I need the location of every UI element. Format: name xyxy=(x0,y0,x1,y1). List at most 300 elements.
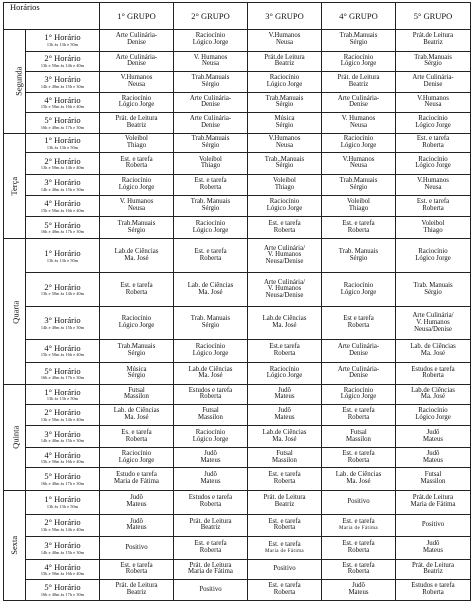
teacher-text: Massilon xyxy=(272,456,297,464)
day-label: Quarta xyxy=(10,300,21,324)
class-cell xyxy=(248,216,322,239)
teacher-text: Thiago xyxy=(348,205,369,213)
subject-text: Est. e tarefa xyxy=(194,540,227,548)
time-slot-label: 1° Horário xyxy=(44,248,81,258)
time-slot-cell xyxy=(26,92,100,113)
class-cell xyxy=(322,340,396,363)
subject-text: Judô xyxy=(426,428,440,436)
class-cell xyxy=(322,385,396,405)
class-cell xyxy=(396,490,471,514)
schedule-row xyxy=(4,113,471,134)
schedule-row xyxy=(4,447,471,468)
subject-text: Est. e tarefa xyxy=(342,219,375,227)
group-header: 3° GRUPO xyxy=(248,3,322,30)
class-cell xyxy=(174,51,248,72)
teacher-text: Beatriz xyxy=(274,60,295,68)
class-cell xyxy=(248,490,322,514)
time-slot-label: 3° Horário xyxy=(44,74,81,84)
teacher-text: Roberta xyxy=(347,322,370,330)
subject-text: Est. e tarefa xyxy=(120,561,153,569)
teacher-text: Neusa xyxy=(128,205,145,213)
time-range: 14h e 40m às 15h e 30m xyxy=(40,549,85,555)
class-cell xyxy=(100,340,174,363)
subject-text: Trab.Manuais xyxy=(414,53,452,61)
teacher-text: Roberta xyxy=(125,435,148,443)
class-cell xyxy=(174,307,248,340)
teacher-text: Neusa xyxy=(424,101,442,109)
time-range: 15h e 50m às 16h e 40m xyxy=(40,352,85,358)
teacher-text: Sérgio xyxy=(349,254,368,262)
schedule-row xyxy=(4,196,471,217)
subject-text: Est.e tarefa xyxy=(269,343,300,351)
time-slot-cell xyxy=(26,385,100,405)
subject-text: Voleibol xyxy=(199,155,222,163)
subject-text: Judô xyxy=(130,517,143,525)
teacher-text: Sérgio xyxy=(201,322,220,330)
teacher-text: Mateus xyxy=(422,546,443,554)
time-range: 13h e 50m às 14h e 40m xyxy=(40,291,85,297)
class-cell xyxy=(174,559,248,580)
class-cell xyxy=(174,92,248,113)
class-cell xyxy=(322,239,396,273)
subject-text: Lab.de Ciências xyxy=(262,428,307,436)
time-range: 13h e 50m às 14h e 40m xyxy=(40,165,85,171)
subject-text: Est. e tarefa xyxy=(268,582,301,590)
schedule-row xyxy=(4,153,471,175)
subject-text: Estudos e tarefa xyxy=(411,365,455,373)
subject-text: Música xyxy=(126,365,147,373)
teacher-text: Mateus xyxy=(422,435,443,443)
class-cell xyxy=(248,559,322,580)
time-slot-cell xyxy=(26,340,100,363)
class-cell xyxy=(396,174,471,196)
subject-text: Positivo xyxy=(347,497,370,505)
class-cell xyxy=(396,385,471,405)
subject-text: Raciocínio xyxy=(343,281,374,289)
class-cell xyxy=(322,196,396,217)
class-cell xyxy=(396,153,471,175)
class-cell xyxy=(396,273,471,307)
subject-text: V.Humanos xyxy=(268,135,301,143)
subject-text: Prát. de Leitura xyxy=(115,582,158,590)
time-slot-label: 2° Horário xyxy=(44,517,81,528)
class-cell xyxy=(322,113,396,134)
class-cell xyxy=(248,580,322,601)
time-range: 15h e 50m às 16h e 40m xyxy=(40,459,85,465)
teacher-text: Denise xyxy=(349,372,368,380)
teacher-text: Beatriz xyxy=(274,501,295,509)
teacher-text: Denise xyxy=(201,121,220,129)
subject-text: Trab. Manuais xyxy=(190,198,231,206)
teacher-text: Ma. José xyxy=(346,478,371,486)
class-cell xyxy=(322,174,396,196)
class-cell xyxy=(322,490,396,514)
class-cell xyxy=(100,362,174,385)
time-range: 13h às 13h e 50m xyxy=(46,503,79,509)
subject-text: Arte Culinária/ xyxy=(412,311,454,319)
class-cell xyxy=(174,537,248,560)
class-cell xyxy=(322,468,396,491)
schedule-body xyxy=(4,30,471,601)
class-cell xyxy=(322,216,396,239)
teacher-text: Ma. José xyxy=(420,349,446,357)
teacher-text: Massilon xyxy=(346,435,371,443)
teacher-text: Beatriz xyxy=(126,121,147,129)
subject-text: Trab.Manuais xyxy=(117,219,156,227)
subject-text: Est. e tarefa xyxy=(342,540,375,548)
time-range: 13h às 13h e 50m xyxy=(46,144,79,150)
time-slot-cell xyxy=(26,559,100,580)
teacher-text: Roberta xyxy=(347,568,370,576)
class-cell xyxy=(100,385,174,405)
time-slot-label: 3° Horário xyxy=(44,540,81,551)
teacher-text: Roberta xyxy=(347,413,370,421)
subject-text: Trab.Manuais xyxy=(339,177,378,185)
header-row xyxy=(4,3,471,30)
class-cell xyxy=(248,447,322,468)
time-slot-cell xyxy=(26,51,100,72)
teacher-text: Neusa xyxy=(276,39,293,47)
class-cell xyxy=(396,72,471,93)
teacher-text: Sérgio xyxy=(424,288,442,296)
subject-text: Raciocínio xyxy=(195,343,226,351)
class-cell xyxy=(174,580,248,601)
class-cell xyxy=(248,174,322,196)
teacher-text: Ma. José xyxy=(198,288,223,296)
schedule-row xyxy=(4,580,471,601)
class-cell xyxy=(248,196,322,217)
time-slot-label: 2° Horário xyxy=(44,155,81,166)
teacher-text: Roberta xyxy=(273,524,296,532)
time-range: 16h e 40m às 17h e 30m xyxy=(40,375,85,381)
time-slot-cell xyxy=(26,307,100,340)
subject-text: Raciocínio xyxy=(343,53,374,61)
teacher-text: Sérgio xyxy=(127,349,146,357)
teacher-text: Denise xyxy=(201,101,220,109)
subject-text: Lab.de Ciências xyxy=(262,315,307,323)
subject-text: Raciocínio xyxy=(269,74,300,82)
teacher-text: Beatriz xyxy=(200,524,221,532)
class-cell xyxy=(322,92,396,113)
time-slot-cell xyxy=(26,426,100,448)
class-cell xyxy=(100,490,174,514)
teacher-text: Mateus xyxy=(274,413,295,421)
teacher-text: Massilon xyxy=(420,478,446,486)
time-slot-label: 2° Horário xyxy=(44,53,81,64)
class-cell xyxy=(322,537,396,560)
class-cell xyxy=(174,72,248,93)
day-label-cell xyxy=(4,490,26,600)
subject-text: Arte Culinária- xyxy=(189,94,232,102)
subject-text: Est. e tarefa xyxy=(342,407,375,415)
subject-text: Judô xyxy=(352,582,365,590)
class-cell xyxy=(322,426,396,448)
teacher-text: Neusa/Denise xyxy=(265,292,304,300)
schedule-row xyxy=(4,385,471,405)
subject-text: Estudos e tarefa xyxy=(188,386,233,394)
subject-text: Prát. de Leitura xyxy=(337,74,380,82)
subject-text: V.Humanos xyxy=(342,155,375,163)
subject-text: Raciocínio xyxy=(418,115,448,123)
time-slot-cell xyxy=(26,153,100,175)
schedule-row xyxy=(4,51,471,72)
teacher-text: Thiago xyxy=(423,226,443,234)
class-cell xyxy=(396,362,471,385)
subject-text: Futsal xyxy=(202,407,219,415)
time-slot-cell xyxy=(26,490,100,514)
teacher-text: Lógico Jorge xyxy=(340,141,377,149)
class-cell xyxy=(174,404,248,426)
teacher-text: V. Humanos xyxy=(416,318,450,326)
subject-text: Trab.,Manuais xyxy=(264,155,305,163)
teacher-text: Ma. José xyxy=(124,254,149,262)
schedule-row xyxy=(4,514,471,537)
schedule-row xyxy=(4,404,471,426)
teacher-text: Massilon xyxy=(124,393,149,401)
day-label-cell xyxy=(4,133,26,239)
schedule-row xyxy=(4,559,471,580)
subject-text: Judô xyxy=(278,407,291,415)
class-cell xyxy=(396,468,471,491)
subject-text: Raciocínio xyxy=(269,365,300,373)
schedule-row xyxy=(4,174,471,196)
subject-text: Est. e tarefa xyxy=(268,219,301,227)
schedule-row xyxy=(4,537,471,560)
class-cell xyxy=(100,92,174,113)
day-label-cell xyxy=(4,385,26,491)
teacher-text: Lógico Jorge xyxy=(192,349,229,357)
subject-text: V. Humanos xyxy=(193,53,228,61)
class-cell xyxy=(174,514,248,537)
day-label: Segunda xyxy=(13,66,24,96)
teacher-text: Sérgio xyxy=(127,226,146,234)
time-slot-label: 1° Horário xyxy=(44,32,81,43)
schedule-row xyxy=(4,490,471,514)
class-cell xyxy=(248,239,322,273)
class-cell xyxy=(396,537,471,560)
subject-text: Raciocínio xyxy=(195,428,226,436)
teacher-text: Roberta xyxy=(273,478,296,486)
corner-label: Horários xyxy=(4,3,100,30)
teacher-text: Neusa xyxy=(350,121,367,129)
subject-text: V. Humanos xyxy=(341,115,376,123)
class-cell xyxy=(100,426,174,448)
subject-text: Arte Culinária- xyxy=(412,74,454,82)
teacher-text: Neusa/Denise xyxy=(265,258,304,266)
class-cell xyxy=(100,174,174,196)
schedule-row xyxy=(4,340,471,363)
time-range: 13h às 13h e 50m xyxy=(46,396,79,402)
class-cell xyxy=(100,51,174,72)
subject-text: Lab.de Ciências xyxy=(114,248,159,256)
teacher-text: Sérgio xyxy=(127,372,146,380)
time-slot-label: 2° Horário xyxy=(44,407,81,418)
teacher-text: Roberta xyxy=(199,393,222,401)
teacher-text: Ma. José xyxy=(420,393,446,401)
teacher-text: Neusa/Denise xyxy=(414,325,452,333)
class-cell xyxy=(174,113,248,134)
subject-text: Raciocínio xyxy=(343,386,374,394)
subject-text: Prát. de Leitura xyxy=(115,115,158,123)
class-cell xyxy=(174,385,248,405)
subject-text: Lab. de Ciências xyxy=(410,343,456,351)
class-cell xyxy=(248,30,322,52)
class-cell xyxy=(174,362,248,385)
subject-text: Lab. de Ciências xyxy=(187,281,234,289)
subject-text: Prát. de Leitura xyxy=(411,561,455,569)
subject-text: Prát. de Leitura xyxy=(189,561,232,569)
class-cell xyxy=(174,30,248,52)
class-cell xyxy=(248,404,322,426)
subject-text: Positivo xyxy=(125,543,148,551)
time-slot-label: 4° Horário xyxy=(44,94,81,105)
subject-text: V.Humanos xyxy=(417,177,449,185)
subject-text: Música xyxy=(274,115,295,123)
time-slot-label: 5° Horário xyxy=(44,582,81,593)
time-range: 16h e 40m às 17h e 30m xyxy=(40,124,85,130)
teacher-text: Thiago xyxy=(200,162,221,170)
teacher-text: Lógico Jorge xyxy=(415,254,451,262)
class-cell xyxy=(248,113,322,134)
group-header: 4° GRUPO xyxy=(322,3,396,30)
time-range: 15h e 50m às 16h e 40m xyxy=(40,571,85,577)
subject-text: Voleibol xyxy=(421,219,445,227)
day-label-cell xyxy=(4,30,26,134)
subject-text: Raciocínio xyxy=(121,177,152,185)
class-cell xyxy=(174,426,248,448)
subject-text: V.Humanos xyxy=(120,74,153,82)
schedule-row xyxy=(4,92,471,113)
teacher-text: Roberta xyxy=(347,226,370,234)
class-cell xyxy=(174,239,248,273)
time-slot-cell xyxy=(26,133,100,153)
class-cell xyxy=(322,72,396,93)
subject-text: Prát.de Leitura xyxy=(264,53,305,61)
subject-text: Es. e tarefa xyxy=(121,428,152,436)
subject-text: Arte Culinária- xyxy=(337,365,380,373)
subject-text: Est. e tarefa xyxy=(120,281,153,289)
time-range: 14h e 40m às 15h e 30m xyxy=(40,186,85,192)
subject-text: Raciocínio xyxy=(418,155,448,163)
time-range: 16h e 40m às 17h e 30m xyxy=(40,591,85,597)
subject-text: Raciocínio xyxy=(418,248,448,256)
class-cell xyxy=(174,273,248,307)
class-cell xyxy=(174,340,248,363)
time-slot-label: 5° Horário xyxy=(44,471,81,482)
time-slot-cell xyxy=(26,580,100,601)
teacher-text: Massilon xyxy=(198,413,223,421)
teacher-text: Denise xyxy=(349,101,368,109)
schedule-table xyxy=(3,2,471,601)
class-cell xyxy=(322,307,396,340)
time-range: 13h e 50m às 14h e 40m xyxy=(40,416,85,422)
class-cell xyxy=(248,537,322,560)
teacher-text: Denise xyxy=(127,60,146,68)
teacher-text: Lógico Jorge xyxy=(415,121,451,129)
subject-text: Raciocínio xyxy=(121,449,152,457)
subject-text: Positivo xyxy=(273,565,296,573)
subject-text: Judô xyxy=(278,386,291,394)
teacher-text: Roberta xyxy=(273,349,296,357)
time-range: 13h e 50m às 14h e 40m xyxy=(40,62,85,68)
time-slot-label: 5° Horário xyxy=(44,365,81,376)
teacher-text: Mateus xyxy=(126,501,147,509)
teacher-text: Roberta xyxy=(347,456,370,464)
teacher-text: Lógico Jorge xyxy=(192,435,229,443)
teacher-text: Ma. José xyxy=(272,322,297,330)
class-cell xyxy=(248,92,322,113)
class-cell xyxy=(174,153,248,175)
time-slot-label: 3° Horário xyxy=(44,315,81,326)
time-slot-label: 2° Horário xyxy=(44,281,81,292)
class-cell xyxy=(100,468,174,491)
class-cell xyxy=(322,30,396,52)
subject-text: Trab.Manuais xyxy=(191,74,230,82)
subject-text: Arte Culinária- xyxy=(115,53,158,61)
subject-text: Est. e tarefa xyxy=(268,517,301,525)
subject-text: Judô xyxy=(204,449,217,457)
teacher-text: Lógico Jorge xyxy=(340,393,377,401)
teacher-text: Neusa xyxy=(276,141,293,149)
subject-text: Judô xyxy=(130,494,143,502)
time-slot-cell xyxy=(26,537,100,560)
subject-text: Est. e tarefa xyxy=(120,155,153,163)
teacher-text: Roberta xyxy=(422,372,444,380)
subject-text: Est e tarefa xyxy=(343,315,374,323)
class-cell xyxy=(248,340,322,363)
subject-text: Est. e tarefa xyxy=(342,518,375,526)
subject-text: Arte Culinária/ xyxy=(264,278,305,286)
teacher-text: Lógico Jorge xyxy=(266,80,303,88)
class-cell xyxy=(396,196,471,217)
teacher-text: Lógico Jorge xyxy=(415,413,451,421)
schedule-row xyxy=(4,307,471,340)
class-cell xyxy=(100,273,174,307)
subject-text: Est. e tarefa xyxy=(194,177,227,185)
subject-text: Est. e tarefa xyxy=(268,541,301,548)
teacher-text: Sérgio xyxy=(275,101,294,109)
teacher-text: Ma. José xyxy=(272,435,297,443)
subject-text: Judô xyxy=(426,540,440,548)
teacher-text: Roberta xyxy=(199,254,222,262)
schedule-row xyxy=(4,426,471,448)
teacher-text: Sérgio xyxy=(275,121,294,129)
day-label: Sexta xyxy=(9,536,20,555)
teacher-text: Mateus xyxy=(126,524,147,532)
teacher-text: Roberta xyxy=(125,162,148,170)
teacher-text: V. Humanos xyxy=(267,251,302,259)
class-cell xyxy=(100,404,174,426)
teacher-text: Mateus xyxy=(348,589,369,597)
day-label: Terça xyxy=(9,176,20,196)
teacher-text: Neusa xyxy=(350,162,367,170)
teacher-text: Ma. José xyxy=(124,413,149,421)
teacher-text: Lógico Jorge xyxy=(340,288,377,296)
teacher-text: Thiago xyxy=(126,141,147,149)
time-slot-label: 4° Horário xyxy=(44,342,81,353)
subject-text: Raciocínio xyxy=(269,198,300,206)
class-cell xyxy=(396,216,471,239)
group-header: 5° GRUPO xyxy=(396,3,471,30)
class-cell xyxy=(396,51,471,72)
class-cell xyxy=(396,307,471,340)
class-cell xyxy=(248,468,322,491)
subject-text: Judô xyxy=(426,449,440,457)
time-slot-label: 3° Horário xyxy=(44,177,81,188)
subject-text: Voleibol xyxy=(273,177,296,185)
teacher-text: Roberta xyxy=(422,589,444,597)
teacher-text: Lógico Jorge xyxy=(118,184,155,192)
